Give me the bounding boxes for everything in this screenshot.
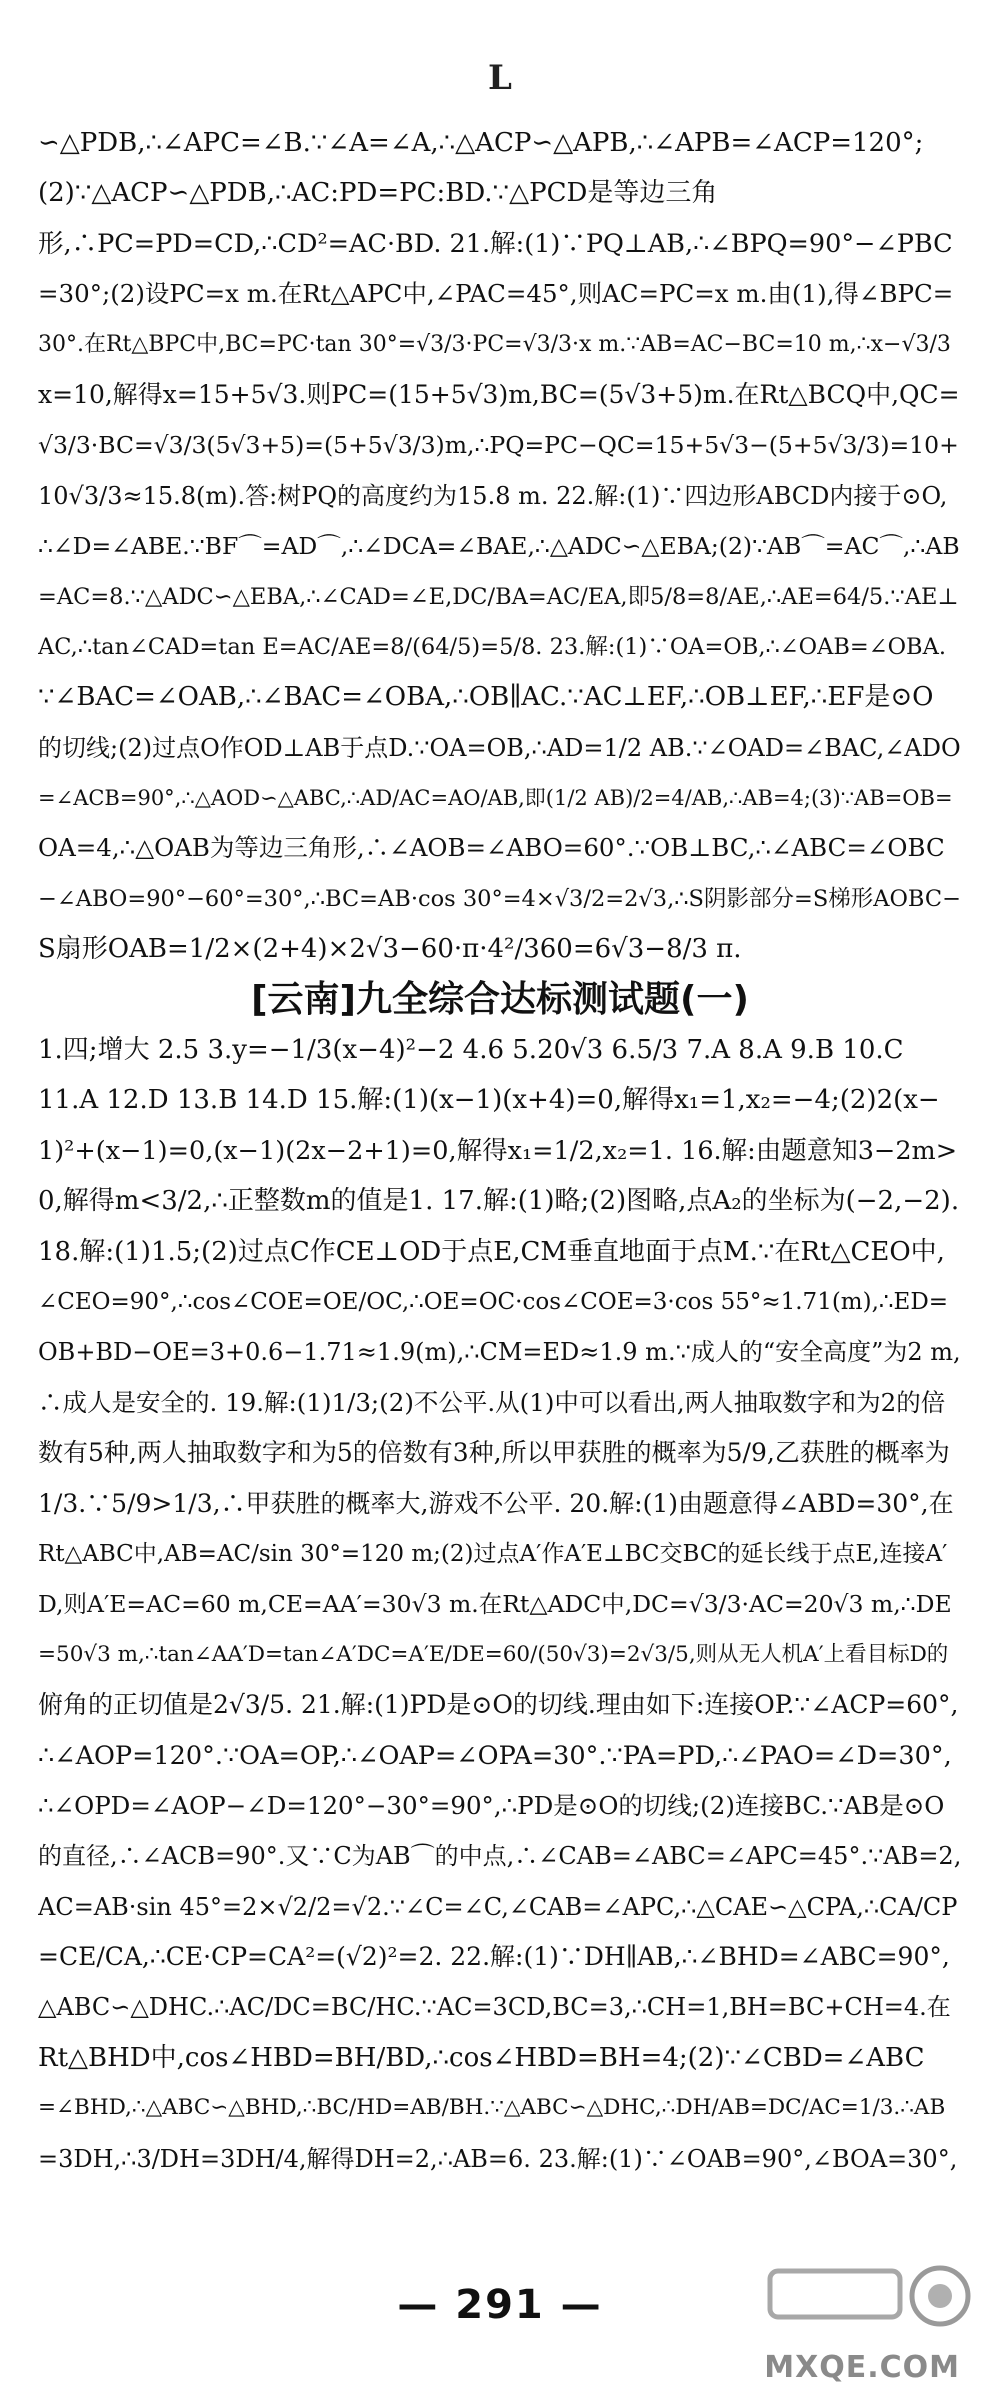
text-line: ∴∠AOP=120°.∵OA=OP,∴∠OAP=∠OPA=30°.∵PA=PD,∴∠PAO=∠D=30°, xyxy=(38,1740,952,1771)
text-line: −∠ABO=90°−60°=30°,∴BC=AB·cos 30°=4×√3/2=2√3,∴S阴影部分=S梯形AOBC− xyxy=(38,885,961,912)
text-line: ∴∠OPD=∠AOP−∠D=120°−30°=90°,∴PD是⊙O的切线;(2)连接BC.∵AB是⊙O xyxy=(38,1790,945,1820)
text-line: OB+BD−OE=3+0.6−1.71≈1.9(m),∴CM=ED≈1.9 m.∵成人的“安全高度”为2 m, xyxy=(38,1338,961,1367)
text-line: 的切线;(2)过点O作OD⊥AB于点D.∵OA=OB,∴AD=1/2 AB.∵∠OAD=∠BAC,∠ADO xyxy=(38,733,961,762)
text-line: √3/3·BC=√3/3(5√3+5)=(5+5√3/3)m,∴PQ=PC−QC=15+5√3−(5+5√3/3)=10+ xyxy=(38,431,959,460)
text-line: =3DH,∴3/DH=3DH/4,解得DH=2,∴AB=6. 23.解:(1)∵∠OAB=90°,∠BOA=30°, xyxy=(38,2144,958,2173)
text-line: 11.A 12.D 13.B 14.D 15.解:(1)(x−1)(x+4)=0,解得x₁=1,x₂=−4;(2)2(x− xyxy=(38,1085,940,1116)
text-line: OA=4,∴△OAB为等边三角形,∴∠AOB=∠ABO=60°.∵OB⊥BC,∴∠ABC=∠OBC xyxy=(38,833,945,863)
text-line: x=10,解得x=15+5√3.则PC=(15+5√3)m,BC=(5√3+5)m.在Rt△BCQ中,QC= xyxy=(38,379,960,409)
text-line: =AC=8.∵△ADC∽△EBA,∴∠CAD=∠E,DC/BA=AC/EA,即5/8=8/AE,∴AE=64/5.∵AE⊥ xyxy=(38,583,959,610)
text-line: △ABC∽△DHC.∴AC/DC=BC/HC.∵AC=3CD,BC=3,∴CH=1,BH=BC+CH=4.在 xyxy=(38,1993,951,2022)
header-mark: L xyxy=(488,58,512,98)
text-line: 俯角的正切值是2√3/5. 21.解:(1)PD是⊙O的切线.理由如下:连接OP.∵∠ACP=60°, xyxy=(38,1690,959,1720)
text-line: S扇形OAB=1/2×(2+4)×2√3−60·π·4²/360=6√3−8/3 π. xyxy=(38,934,742,965)
text-line: ∽△PDB,∴∠APC=∠B.∵∠A=∠A,∴△ACP∽△APB,∴∠APB=∠ACP=120°; xyxy=(38,128,924,158)
text-line: (2)∵△ACP∽△PDB,∴AC:PD=PC:BD.∵△PCD是等边三角 xyxy=(38,178,718,209)
text-line: =∠ACB=90°,∴△AOD∽△ABC,∴AD/AC=AO/AB,即(1/2 AB)/2=4/AB,∴AB=4;(3)∵AB=OB= xyxy=(38,786,953,811)
watermark-text: MXQE.COM xyxy=(764,2350,960,2385)
text-line: 10√3/3≈15.8(m).答:树PQ的高度约为15.8 m. 22.解:(1)∵四边形ABCD内接于⊙O, xyxy=(38,481,948,510)
text-line: 18.解:(1)1.5;(2)过点C作CE⊥OD于点E,CM垂直地面于点M.∵在Rt△CEO中, xyxy=(38,1236,945,1267)
answer-text-block xyxy=(38,118,962,2184)
section-title: [云南]九全综合达标测试题(一) xyxy=(251,978,749,1020)
text-line: ∴∠D=∠ABE.∵BF⌒=AD⌒,∴∠DCA=∠BAE,∴△ADC∽△EBA;(2)∵AB⌒=AC⌒,∴AB xyxy=(38,532,960,561)
text-line: AC=AB·sin 45°=2×√2/2=√2.∵∠C=∠C,∠CAB=∠APC,∴△CAE∽△CPA,∴CA/CP xyxy=(38,1892,958,1921)
text-line: 数有5种,两人抽取数字和为5的倍数有3种,所以甲获胜的概率为5/9,乙获胜的概率为 xyxy=(38,1438,950,1468)
text-line: =30°;(2)设PC=x m.在Rt△APC中,∠PAC=45°,则AC=PC=x m.由(1),得∠BPC= xyxy=(38,279,954,309)
text-line: Rt△BHD中,cos∠HBD=BH/BD,∴cos∠HBD=BH=4;(2)∵∠CBD=∠ABC xyxy=(38,2042,925,2073)
text-line: =∠BHD,∴△ABC∽△BHD,∴BC/HD=AB/BH.∵△ABC∽△DHC,∴DH/AB=DC/AC=1/3.∴AB xyxy=(38,2095,946,2121)
text-line: ∴成人是安全的. 19.解:(1)1/3;(2)不公平.从(1)中可以看出,两人抽取数字和为2的倍 xyxy=(38,1387,946,1417)
text-line: 1/3.∵5/9>1/3,∴甲获胜的概率大,游戏不公平. 20.解:(1)由题意得∠ABD=30°,在 xyxy=(38,1488,954,1518)
watermark-logo-icon xyxy=(750,2251,980,2361)
text-line: =50√3 m,∴tan∠AA′D=tan∠A′DC=A′E/DE=60/(50√3)=2√3/5,则从无人机A′上看目标D的 xyxy=(38,1641,949,1667)
text-line: Rt△ABC中,AB=AC/sin 30°=120 m;(2)过点A′作A′E⊥BC交BC的延长线于点E,连接A′ xyxy=(38,1540,948,1567)
text-line: 30°.在Rt△BPC中,BC=PC·tan 30°=√3/3·PC=√3/3·x m.∵AB=AC−BC=10 m,∴x−√3/3 xyxy=(38,331,951,357)
page-number: — 291 — xyxy=(397,2282,603,2328)
text-line: 0,解得m<3/2,∴正整数m的值是1. 17.解:(1)略;(2)图略,点A₂的坐标为(−2,−2). xyxy=(38,1186,960,1217)
text-line: 1.四;增大 2.5 3.y=−1/3(x−4)²−2 4.6 5.20√3 6.5/3 7.A 8.A 9.B 10.C xyxy=(38,1035,904,1066)
text-line: =CE/CA,∴CE·CP=CA²=(√2)²=2. 22.解:(1)∵DH∥AB,∴∠BHD=∠ABC=90°, xyxy=(38,1942,950,1972)
text-line: ∠CEO=90°,∴cos∠COE=OE/OC,∴OE=OC·cos∠COE=3·cos 55°≈1.71(m),∴ED= xyxy=(38,1288,949,1315)
text-line: ∵∠BAC=∠OAB,∴∠BAC=∠OBA,∴OB∥AC.∵AC⊥EF,∴OB⊥EF,∴EF是⊙O xyxy=(38,682,934,713)
text-line: 的直径,∴∠ACB=90°.又∵C为AB⌒的中点,∴∠CAB=∠ABC=∠APC=45°.∵AB=2, xyxy=(38,1842,962,1871)
text-line: AC,∴tan∠CAD=tan E=AC/AE=8/(64/5)=5/8. 23.解:(1)∵OA=OB,∴∠OAB=∠OBA. xyxy=(38,633,946,660)
text-line: 1)²+(x−1)=0,(x−1)(2x−2+1)=0,解得x₁=1/2,x₂=1. 16.解:由题意知3−2m> xyxy=(38,1135,958,1166)
text-line: 形,∴PC=PD=CD,∴CD²=AC·BD. 21.解:(1)∵PQ⊥AB,∴∠BPQ=90°−∠PBC xyxy=(38,228,953,259)
text-line: D,则A′E=AC=60 m,CE=AA′=30√3 m.在Rt△ADC中,DC=√3/3·AC=20√3 m,∴DE xyxy=(38,1590,952,1619)
